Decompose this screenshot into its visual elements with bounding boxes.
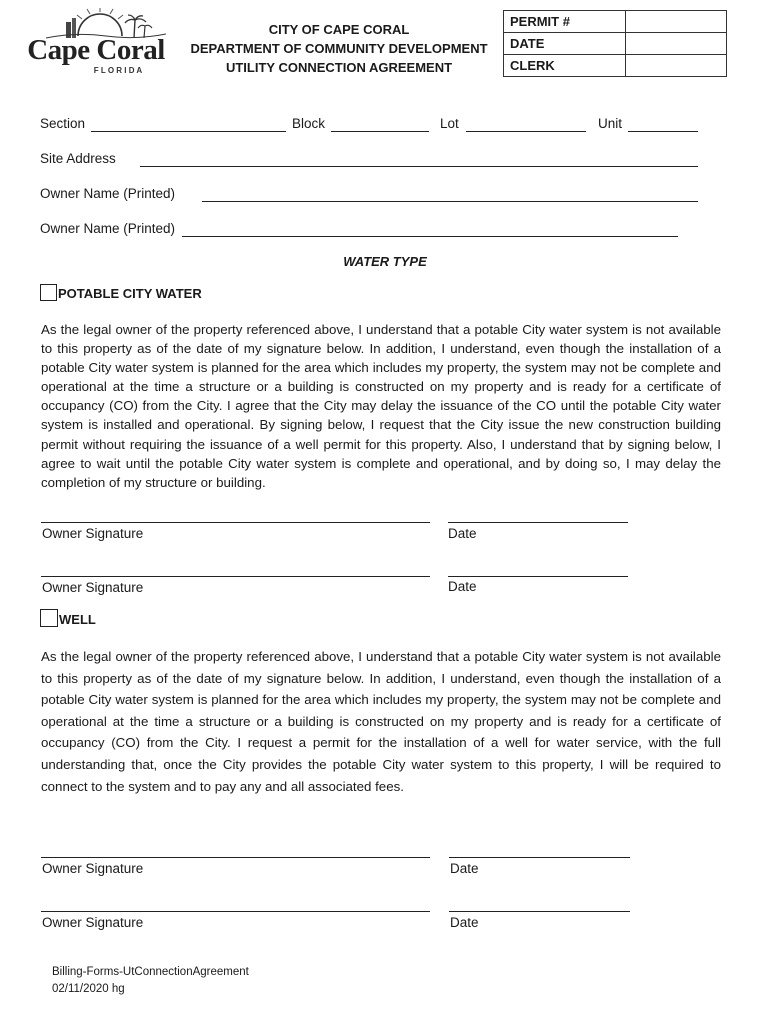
date-label-1: Date	[448, 526, 477, 541]
date-line-2[interactable]	[448, 576, 628, 577]
owner-signature-line-3[interactable]	[41, 857, 430, 858]
owner-name-input-1[interactable]	[202, 186, 698, 202]
site-address-label: Site Address	[40, 151, 116, 166]
footer-form-id: Billing-Forms-UtConnectionAgreement	[52, 966, 249, 978]
logo-wordmark: Cape Coral	[27, 34, 165, 66]
date-label-3: Date	[450, 861, 479, 876]
owner-name-label-2: Owner Name (Printed)	[40, 221, 176, 236]
permit-date-label: DATE	[504, 33, 626, 55]
permit-date-input[interactable]	[626, 34, 726, 54]
permit-number-input[interactable]	[626, 12, 726, 32]
lot-input[interactable]	[466, 116, 586, 132]
well-checkbox[interactable]	[40, 609, 58, 627]
owner-signature-label-4: Owner Signature	[42, 915, 144, 930]
logo-state: F L O R I D A	[93, 66, 143, 75]
permit-info-table	[503, 10, 727, 77]
date-label-2: Date	[448, 579, 477, 594]
owner-signature-line-1[interactable]	[41, 522, 430, 523]
header-city: CITY OF CAPE CORAL	[268, 22, 410, 37]
owner-name-label-1: Owner Name (Printed)	[40, 186, 176, 201]
city-logo	[26, 8, 166, 78]
clerk-cell	[626, 55, 727, 77]
section-label: Section	[40, 116, 86, 131]
page-title: UTILITY CONNECTION AGREEMENT	[225, 60, 453, 75]
date-line-4[interactable]	[449, 911, 630, 912]
permit-cell	[626, 11, 727, 33]
potable-water-label: POTABLE CITY WATER	[58, 286, 202, 301]
owner-signature-label-2: Owner Signature	[42, 580, 144, 595]
date-cell	[626, 33, 727, 55]
clerk-label: CLERK	[504, 55, 626, 77]
owner-signature-label-1: Owner Signature	[42, 526, 144, 541]
owner-signature-line-2[interactable]	[41, 576, 430, 577]
owner-signature-label-3: Owner Signature	[42, 861, 144, 876]
permit-label: PERMIT #	[504, 11, 626, 33]
block-input[interactable]	[331, 116, 429, 132]
block-label: Block	[292, 116, 326, 131]
date-line-1[interactable]	[448, 522, 628, 523]
water-type-heading: WATER TYPE	[343, 254, 427, 269]
date-label-4: Date	[450, 915, 479, 930]
date-row	[504, 33, 727, 55]
unit-label: Unit	[598, 116, 623, 131]
well-label: WELL	[59, 612, 96, 627]
date-line-3[interactable]	[449, 857, 630, 858]
site-address-input[interactable]	[140, 151, 698, 167]
potable-agreement-text: As the legal owner of the property referenced above, I understand that a potable City water system is not available to this property as of the date of my signature below. In addition, I understand, even though the installation of a potable City water system is planned for the area which includes my property, the system may not be complete and operational at the time a structure or a building is constructed on my property and is ready for a certificate of occupancy (CO) from the City. I agree that the City may delay the issuance of the CO until the potable City water system is installed and operational. By signing below, I request that the City issue the new construction building permit without requiring the issuance of a well permit for this property. Also, I understand that by signing below, I agree to wait until the potable City water system is complete and operational, and by doing so, I may delay the completion of my structure or building.	[41, 322, 721, 490]
owner-name-input-2[interactable]	[182, 221, 678, 237]
permit-row	[504, 11, 727, 33]
header-department: DEPARTMENT OF COMMUNITY DEVELOPMENT	[190, 41, 488, 56]
lot-label: Lot	[440, 116, 459, 131]
owner-signature-line-4[interactable]	[41, 911, 430, 912]
clerk-row	[504, 55, 727, 77]
section-input[interactable]	[91, 116, 286, 132]
potable-water-checkbox[interactable]	[40, 284, 57, 301]
clerk-input[interactable]	[626, 56, 726, 76]
unit-input[interactable]	[628, 116, 698, 132]
well-agreement-text: As the legal owner of the property referenced above, I understand that a potable City water system is not available to this property as of the date of my signature below. In addition, I understand, even though the installation of a potable City water system is planned for the area which includes my property, the system may not be complete and operational at the time a structure or a building is constructed on my property and is ready for a certificate of occupancy (CO) from the City. I request a permit for the installation of a well for water service, with the full understanding that, once the City provides the potable City water system to this property, I will be required to connect to the system and to pay any and all associated fees.	[41, 649, 721, 794]
footer-revision-date: 02/11/2020 hg	[52, 983, 125, 995]
